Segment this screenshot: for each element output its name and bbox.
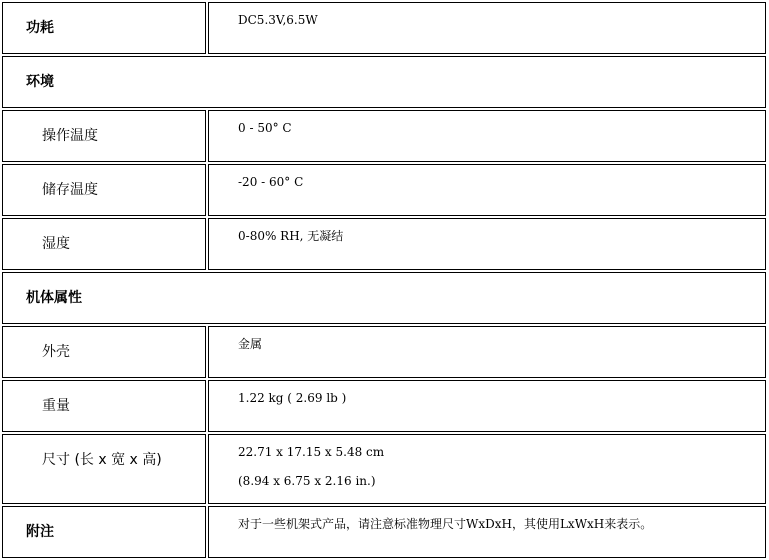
housing-label-cell xyxy=(2,326,206,378)
housing-value: 金属 xyxy=(238,337,263,351)
operating-temperature-value: 0 - 50° C xyxy=(238,121,292,135)
dimensions-imperial-value: (8.94 x 6.75 x 2.16 in.) xyxy=(238,474,376,488)
humidity-label: 湿度 xyxy=(42,236,70,252)
table-row-weight xyxy=(0,380,768,432)
weight-label: 重量 xyxy=(42,398,70,414)
dimensions-label-cell xyxy=(2,434,206,504)
notes-label: 附注 xyxy=(26,524,54,540)
table-row-dimensions xyxy=(0,434,768,504)
operating-temperature-label-cell xyxy=(2,110,206,162)
physical-heading: 机体属性 xyxy=(26,290,82,306)
dimensions-value-cell xyxy=(208,434,766,504)
humidity-value-cell xyxy=(208,218,766,270)
power-value: DC5.3V,6.5W xyxy=(238,13,318,27)
weight-value-cell xyxy=(208,380,766,432)
table-row-power xyxy=(0,2,768,54)
humidity-label-cell xyxy=(2,218,206,270)
operating-temperature-label: 操作温度 xyxy=(42,128,98,144)
weight-label-cell xyxy=(2,380,206,432)
dimensions-label: 尺寸 (长 x 宽 x 高) xyxy=(42,452,162,468)
notes-label-cell xyxy=(2,506,206,558)
table-row-notes xyxy=(0,506,768,558)
notes-value-cell xyxy=(208,506,766,558)
table-row-operating-temperature xyxy=(0,110,768,162)
housing-value-cell xyxy=(208,326,766,378)
dimensions-metric-value: 22.71 x 17.15 x 5.48 cm xyxy=(238,445,385,459)
storage-temperature-value-cell xyxy=(208,164,766,216)
table-row-humidity xyxy=(0,218,768,270)
operating-temperature-value-cell xyxy=(208,110,766,162)
housing-label: 外壳 xyxy=(42,344,70,360)
section-row-environment xyxy=(0,56,768,108)
power-label-cell xyxy=(2,2,206,54)
environment-heading-cell xyxy=(2,56,766,108)
power-label: 功耗 xyxy=(26,20,54,36)
storage-temperature-value: -20 - 60° C xyxy=(238,175,304,189)
section-row-physical xyxy=(0,272,768,324)
storage-temperature-label-cell xyxy=(2,164,206,216)
table-row-housing xyxy=(0,326,768,378)
power-value-cell xyxy=(208,2,766,54)
storage-temperature-label: 储存温度 xyxy=(42,182,98,198)
notes-value: 对于一些机架式产品，请注意标准物理尺寸WxDxH，其使用LxWxH来表示。 xyxy=(238,517,653,531)
weight-value: 1.22 kg ( 2.69 lb ) xyxy=(238,391,347,405)
table-row-storage-temperature xyxy=(0,164,768,216)
humidity-value: 0-80% RH, 无凝结 xyxy=(238,229,344,243)
environment-heading: 环境 xyxy=(26,74,54,90)
physical-heading-cell xyxy=(2,272,766,324)
